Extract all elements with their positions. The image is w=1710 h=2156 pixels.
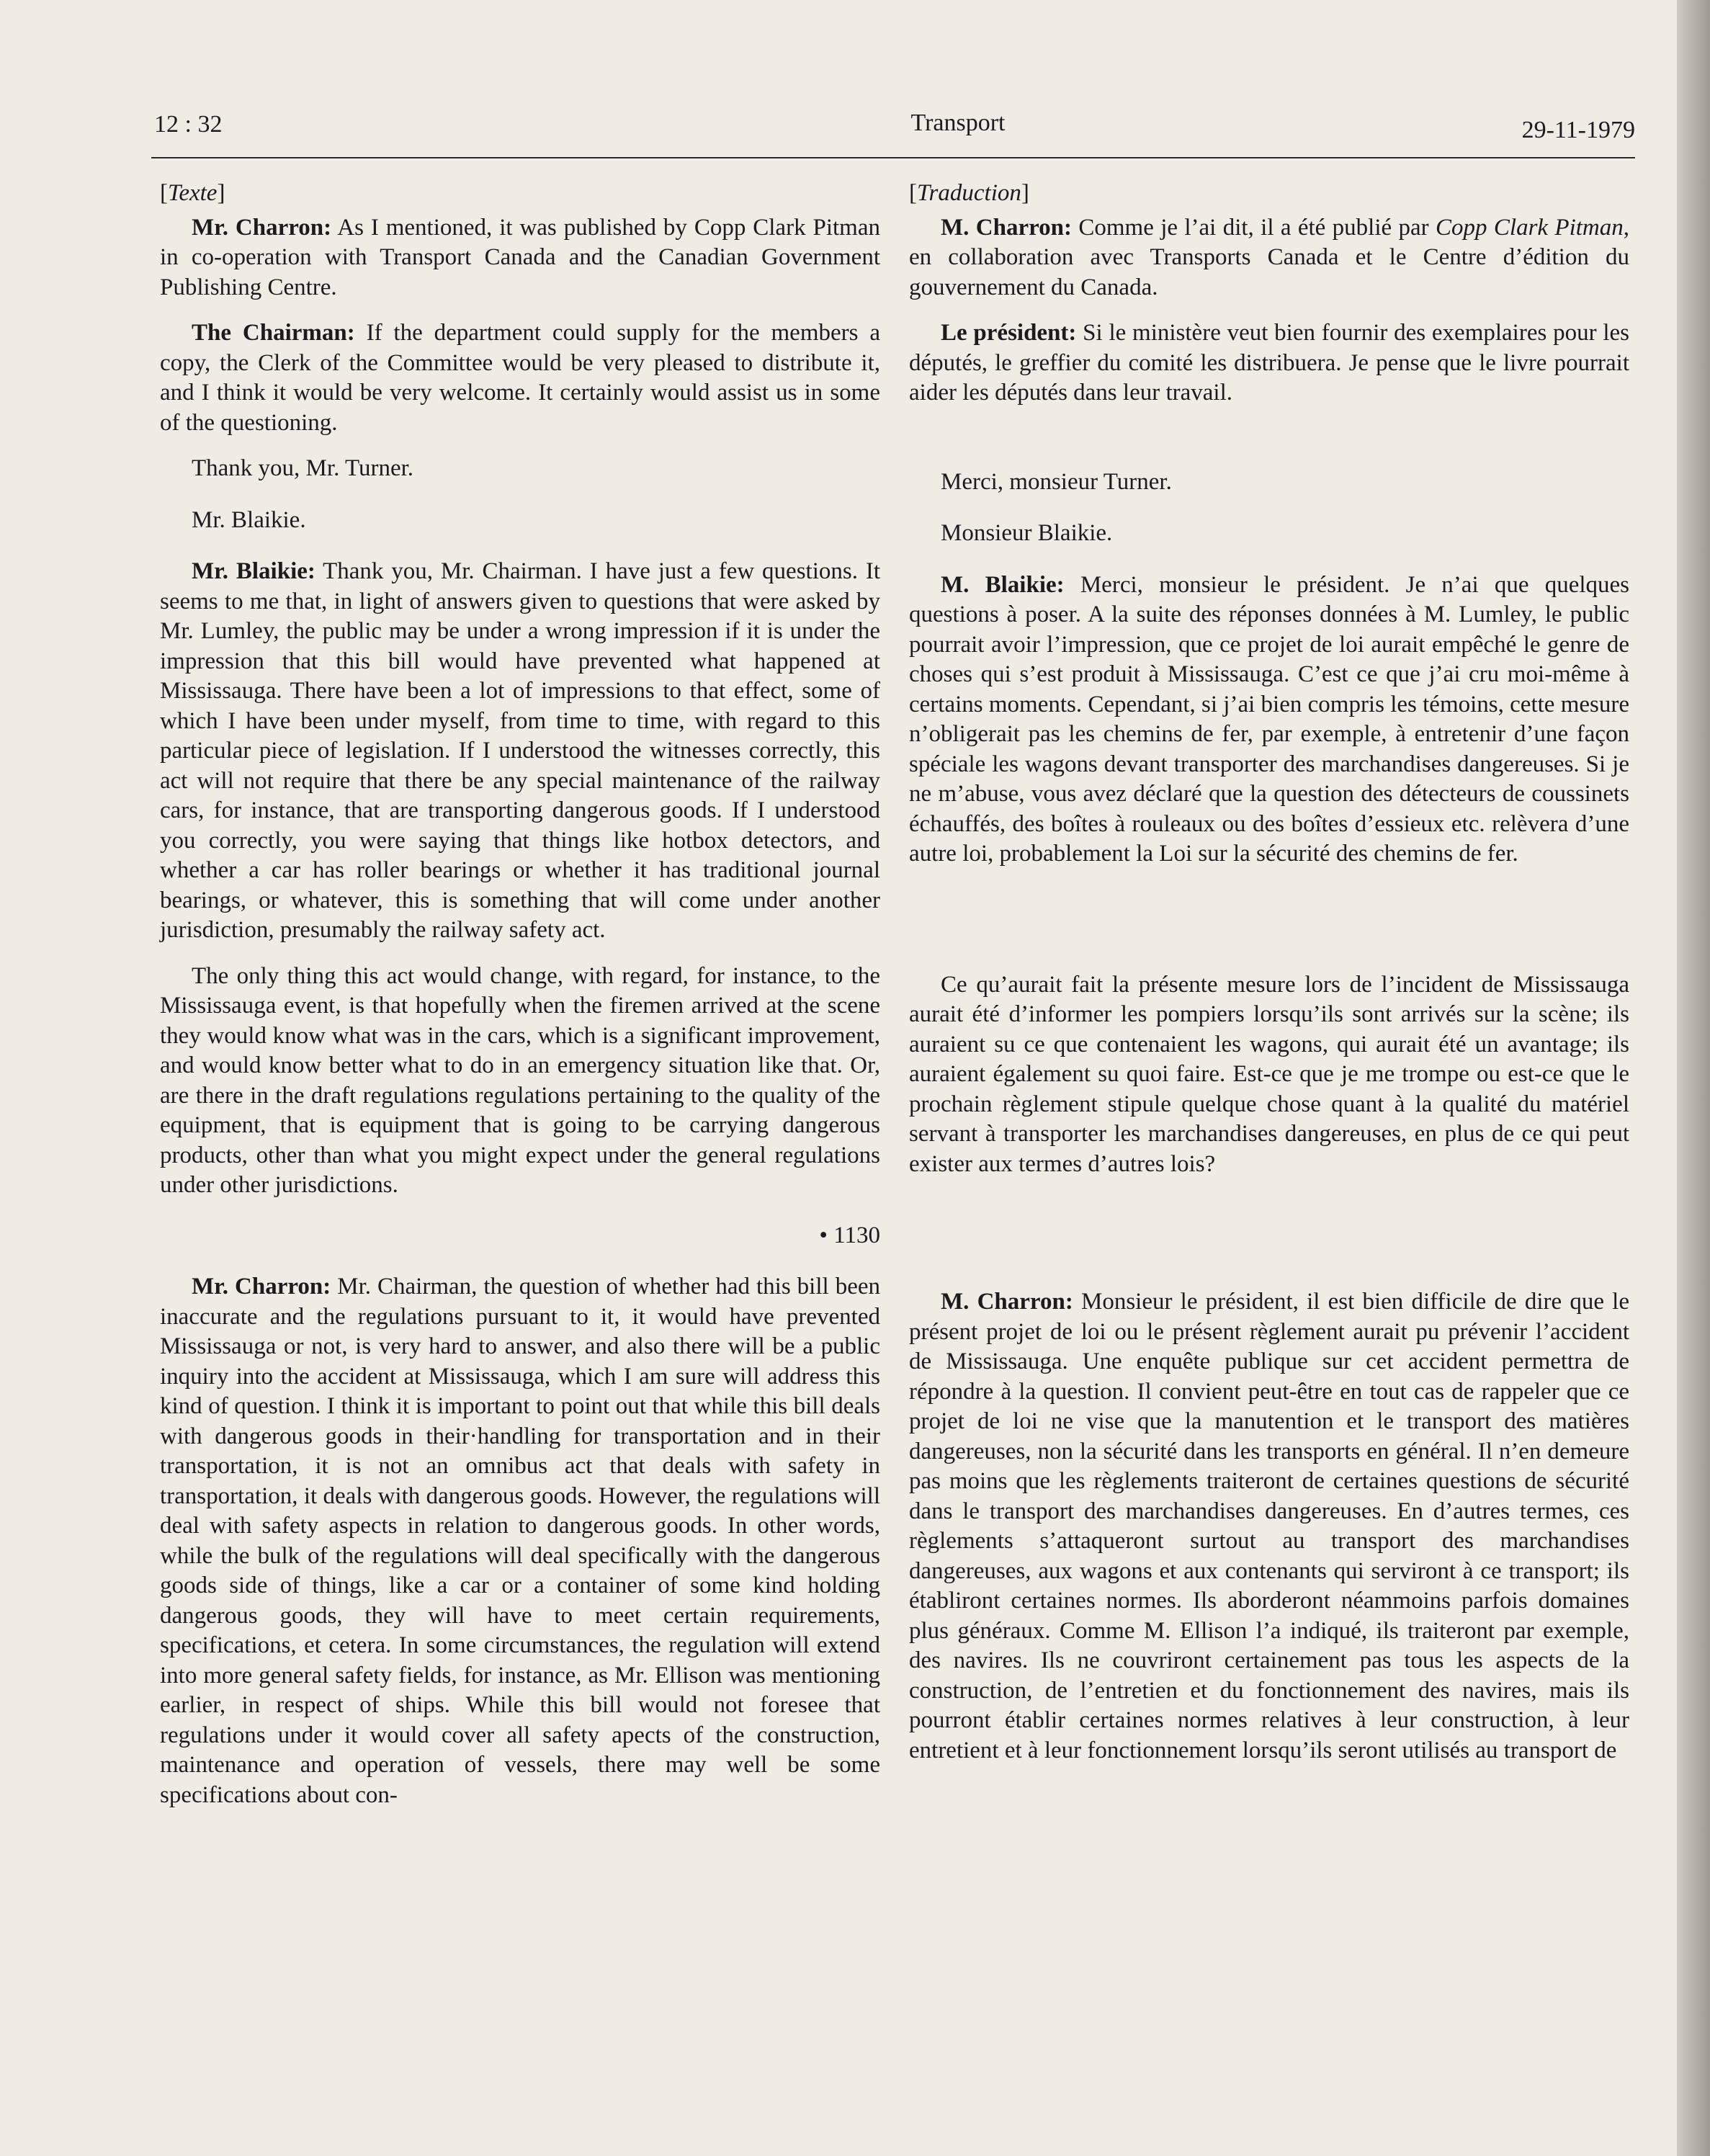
paragraph: Le président: Si le ministère veut bien fournir des exemplaires pour les députés, le greffier du comité les distribuera. Je pense que le livre pourrait aider les députés dans leur travail.: [909, 320, 1629, 406]
speaker-label: M. Charron:: [941, 1289, 1073, 1315]
speaker-label: Mr. Charron:: [192, 1274, 331, 1300]
french-column: [909, 179, 1629, 1781]
english-column: [160, 179, 880, 1826]
paragraph: Mr. Charron: As I mentioned, it was published by Copp Clark Pitman in co-operation with Transport Canada and the Canadian Government Publishing Centre.: [160, 214, 880, 300]
running-header: [151, 107, 1635, 158]
paragraph: M. Blaikie: Merci, monsieur le président. Je n’ai que quelques questions à poser. A la suite des réponses données à M. Lumley, le public pourrait avoir l’impression, que ce projet de loi aurait empêché le genre de choses qui s’est produit à Mississauga. C’est ce que j’ai cru moi-même à certains moments. Cependant, si j’ai bien compris les témoins, cette mesure n’obligerait pas les chemins de fer, par exemple, à entretenir d’une façon spéciale les wagons devant transporter des marchandises dangereuses. Si je ne m’abuse, vous avez déclaré que la question des détecteurs de coussinets échauffés, des boîtes à rouleaux ou des boîtes d’essieux etc. relèvera d’une autre loi, probablement la Loi sur la sécurité des chemins de fer.: [909, 571, 1629, 867]
paragraph: The only thing this act would change, with regard, for instance, to the Mississauga event, is that hopefully when the firemen arrived at the scene they would know what was in the cars, which is a significant improvement, and would know better what to do in an emergency situation like that. Or, are there in the draft regulations regulations pertaining to the quality of the equipment, that is equipment that is going to be carrying dangerous products, other than what you might expect under the general regulations under other jurisdictions.: [160, 962, 880, 1198]
paragraph: M. Charron: Comme je l’ai dit, il a été publié par Copp Clark Pitman, en collaboration avec Transports Canada et le Centre d’édition du gouvernement du Canada.: [909, 214, 1629, 300]
header-date: 29-11-1979: [1521, 117, 1635, 143]
paragraph: Mr. Charron: Mr. Chairman, the question of whether had this bill been inaccurate and the regulations pursuant to it, it would have prevented Mississauga or not, is very hard to answer, and also there will be a public inquiry into the accident at Mississauga, which I am sure will address this kind of question. I think it is important to point out that while this bill deals with dangerous goods in their·handling for transportation and in their transportation, it is not an omnibus act that deals with safety in transportation, it deals with dangerous goods. However, the regulations will deal with safety aspects in relation to dangerous goods. In other words, while the bulk of the regulations will deal specifically with the dangerous goods side of things, like a car or a container of some kind holding dangerous goods, they will have to meet certain requirements, specifications, et cetera. In some circumstances, the regulation will extend into more general safety fields, for instance, as Mr. Ellison was mentioning earlier, in respect of ships. While this bill would not foresee that regulations under it would cover all safety apects of the construction, maintenance and operation of vessels, there may well be some specifications about con-: [160, 1274, 880, 1808]
speaker-label: Mr. Blaikie:: [192, 558, 315, 584]
speaker-label: The Chairman:: [192, 320, 355, 346]
paragraph: Thank you, Mr. Turner.: [192, 455, 414, 481]
time-marker: • 1130: [819, 1222, 880, 1248]
paragraph: M. Charron: Monsieur le président, il est bien difficile de dire que le présent projet de loi ou le présent règlement aurait pu prévenir l’accident de Mississauga. Une enquête publique sur cet accident permettra de répondre à la question. Il convient peut-être en tout cas de rappeler que ce projet de loi ne vise que la manutention et le transport des matières dangereuses, non la sécurité dans les transports en général. Il n’en demeure pas moins que les règlements traiteront de certaines questions de sécurité dans le transport des marchandises dangereuses. En d’autres termes, ces règlements s’attaqueront surtout au transport des marchandises dangereuses, aux wagons et aux contenants qui serviront à ce transport; ils établiront certaines normes. Ils aborderont néammoins parfois domaines plus généraux. Comme M. Ellison l’a indiqué, ils traiteront par exemple, des navires. Ils ne couvriront certainement pas tous les aspects de la construction, de l’entretien et du fonctionnement des navires, mais ils pourront établir certaines normes relatives à leur construction, à leur entretient et à leur fonctionnement lorsqu’ils seront utilisés au transport de: [909, 1289, 1629, 1763]
paragraph: Monsieur Blaikie.: [941, 520, 1113, 546]
header-title: Transport: [910, 109, 1006, 136]
speaker-label: M. Charron:: [941, 214, 1072, 241]
page-number: 12 : 32: [154, 111, 223, 138]
book-spine-shadow: [1677, 0, 1710, 2156]
paragraph: Merci, monsieur Turner.: [941, 468, 1172, 495]
section-tag: [Texte]: [160, 180, 225, 206]
speaker-label: Mr. Charron:: [192, 214, 332, 241]
paragraph: Mr. Blaikie: Thank you, Mr. Chairman. I have just a few questions. It seems to me that, in light of answers given to questions that were asked by Mr. Lumley, the public may be under a wrong impression if it is under the impression that this bill would have prevented what happened at Mississauga. There have been a lot of impressions to that effect, some of which I have been under myself, from time to time, with regard to this particular piece of legislation. If I understood the witnesses correctly, this act will not require that there be any special maintenance of the railway cars, for instance, that are transporting dangerous goods. If I understood you correctly, you were saying that things like hotbox detectors, and whether a car has roller bearings or whether it has traditional journal bearings, or whatever, this is something that will come under another jurisdiction, presumably the railway safety act.: [160, 558, 880, 943]
paragraph: Mr. Blaikie.: [192, 506, 306, 533]
speaker-label: M. Blaikie:: [941, 571, 1065, 598]
section-tag: [Traduction]: [909, 180, 1029, 206]
speaker-label: Le président:: [941, 320, 1077, 346]
paragraph: Ce qu’aurait fait la présente mesure lors de l’incident de Mississauga aurait été d’informer les pompiers lorsqu’ils sont arrivés sur la scène; ils auraient su ce que contenaient les wagons, qui aurait été un avantage; ils auraient également su quoi faire. Est-ce que je me trompe ou est-ce que le prochain règlement stipule quelque chose quant à la qualité du matériel servant à transporter les marchandises dangereuses, en plus de ce qui peut exister aux termes d’autres lois?: [909, 971, 1629, 1177]
paragraph: The Chairman: If the department could supply for the members a copy, the Clerk of the Committee would be very pleased to distribute it, and I think it would be very welcome. It certainly would assist us in some of the questioning.: [160, 320, 880, 436]
